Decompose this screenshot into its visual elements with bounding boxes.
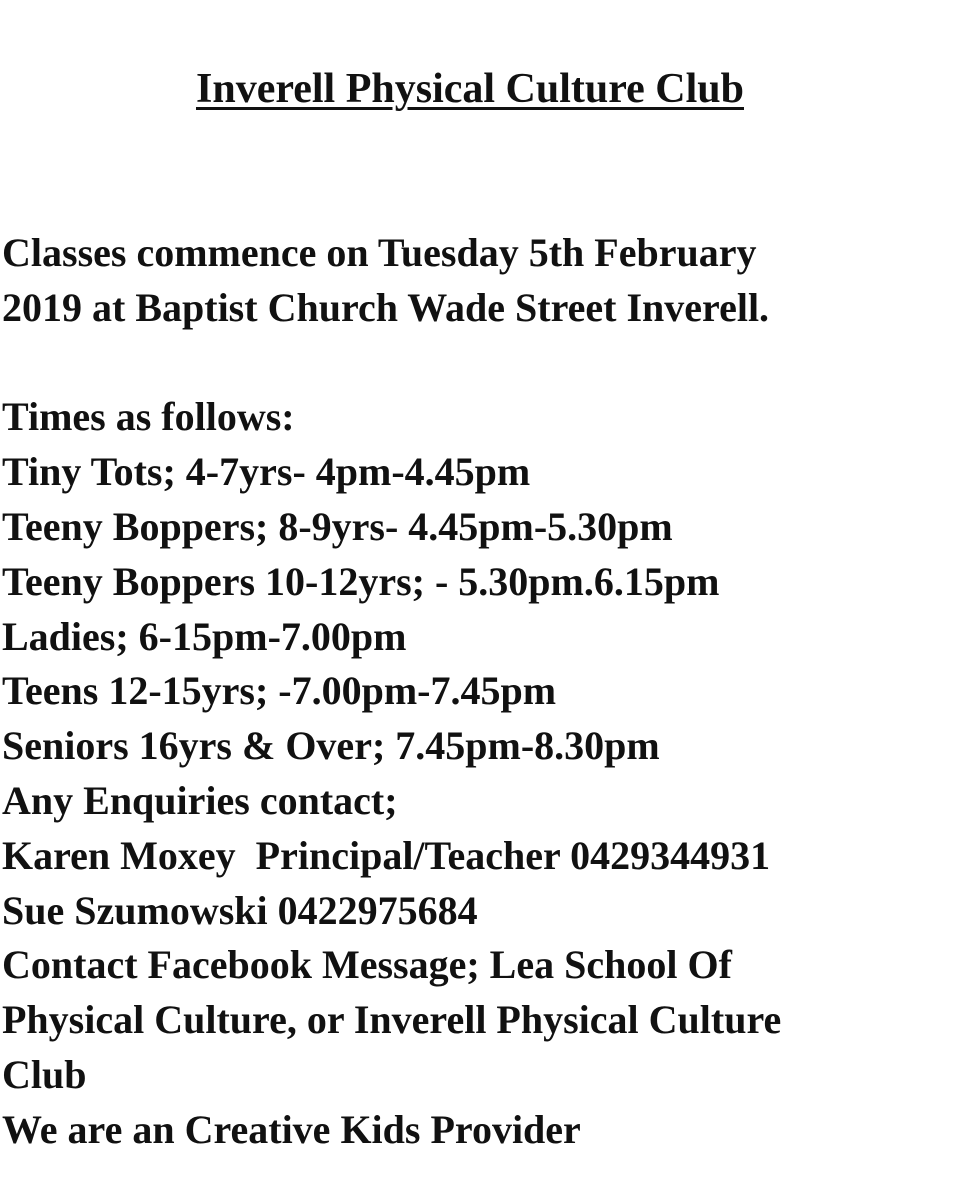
enquiries-heading: Any Enquiries contact; — [2, 777, 398, 823]
class-ladies: Ladies; 6-15pm-7.00pm — [2, 613, 407, 659]
flyer-title — [0, 62, 940, 116]
creative-kids-provider: We are an Creative Kids Provider — [2, 1106, 581, 1152]
class-teeny-boppers-10-12: Teeny Boppers 10-12yrs; - 5.30pm.6.15pm — [2, 558, 720, 604]
contact-karen-moxey: Karen Moxey Principal/Teacher 0429344931 — [2, 832, 771, 878]
facebook-line-3: Club — [2, 1051, 87, 1097]
facebook-line-2: Physical Culture, or Inverell Physical Culture — [2, 997, 782, 1043]
class-teeny-boppers-8-9: Teeny Boppers; 8-9yrs- 4.45pm-5.30pm — [2, 503, 673, 549]
class-teens: Teens 12-15yrs; -7.00pm-7.45pm — [2, 668, 557, 714]
spacer — [2, 336, 962, 391]
flyer-body — [2, 226, 962, 1158]
intro-line-2: 2019 at Baptist Church Wade Street Inverell. — [2, 284, 770, 330]
times-heading: Times as follows: — [2, 394, 295, 440]
facebook-line-1: Contact Facebook Message; Lea School Of — [2, 942, 732, 988]
contact-sue-szumowski: Sue Szumowski 0422975684 — [2, 887, 478, 933]
flyer-title-text: Inverell Physical Culture Club — [196, 66, 744, 112]
intro-line-1: Classes commence on Tuesday 5th February — [2, 230, 757, 275]
class-tiny-tots: Tiny Tots; 4-7yrs- 4pm-4.45pm — [2, 449, 531, 495]
class-seniors: Seniors 16yrs & Over; 7.45pm-8.30pm — [2, 723, 660, 769]
